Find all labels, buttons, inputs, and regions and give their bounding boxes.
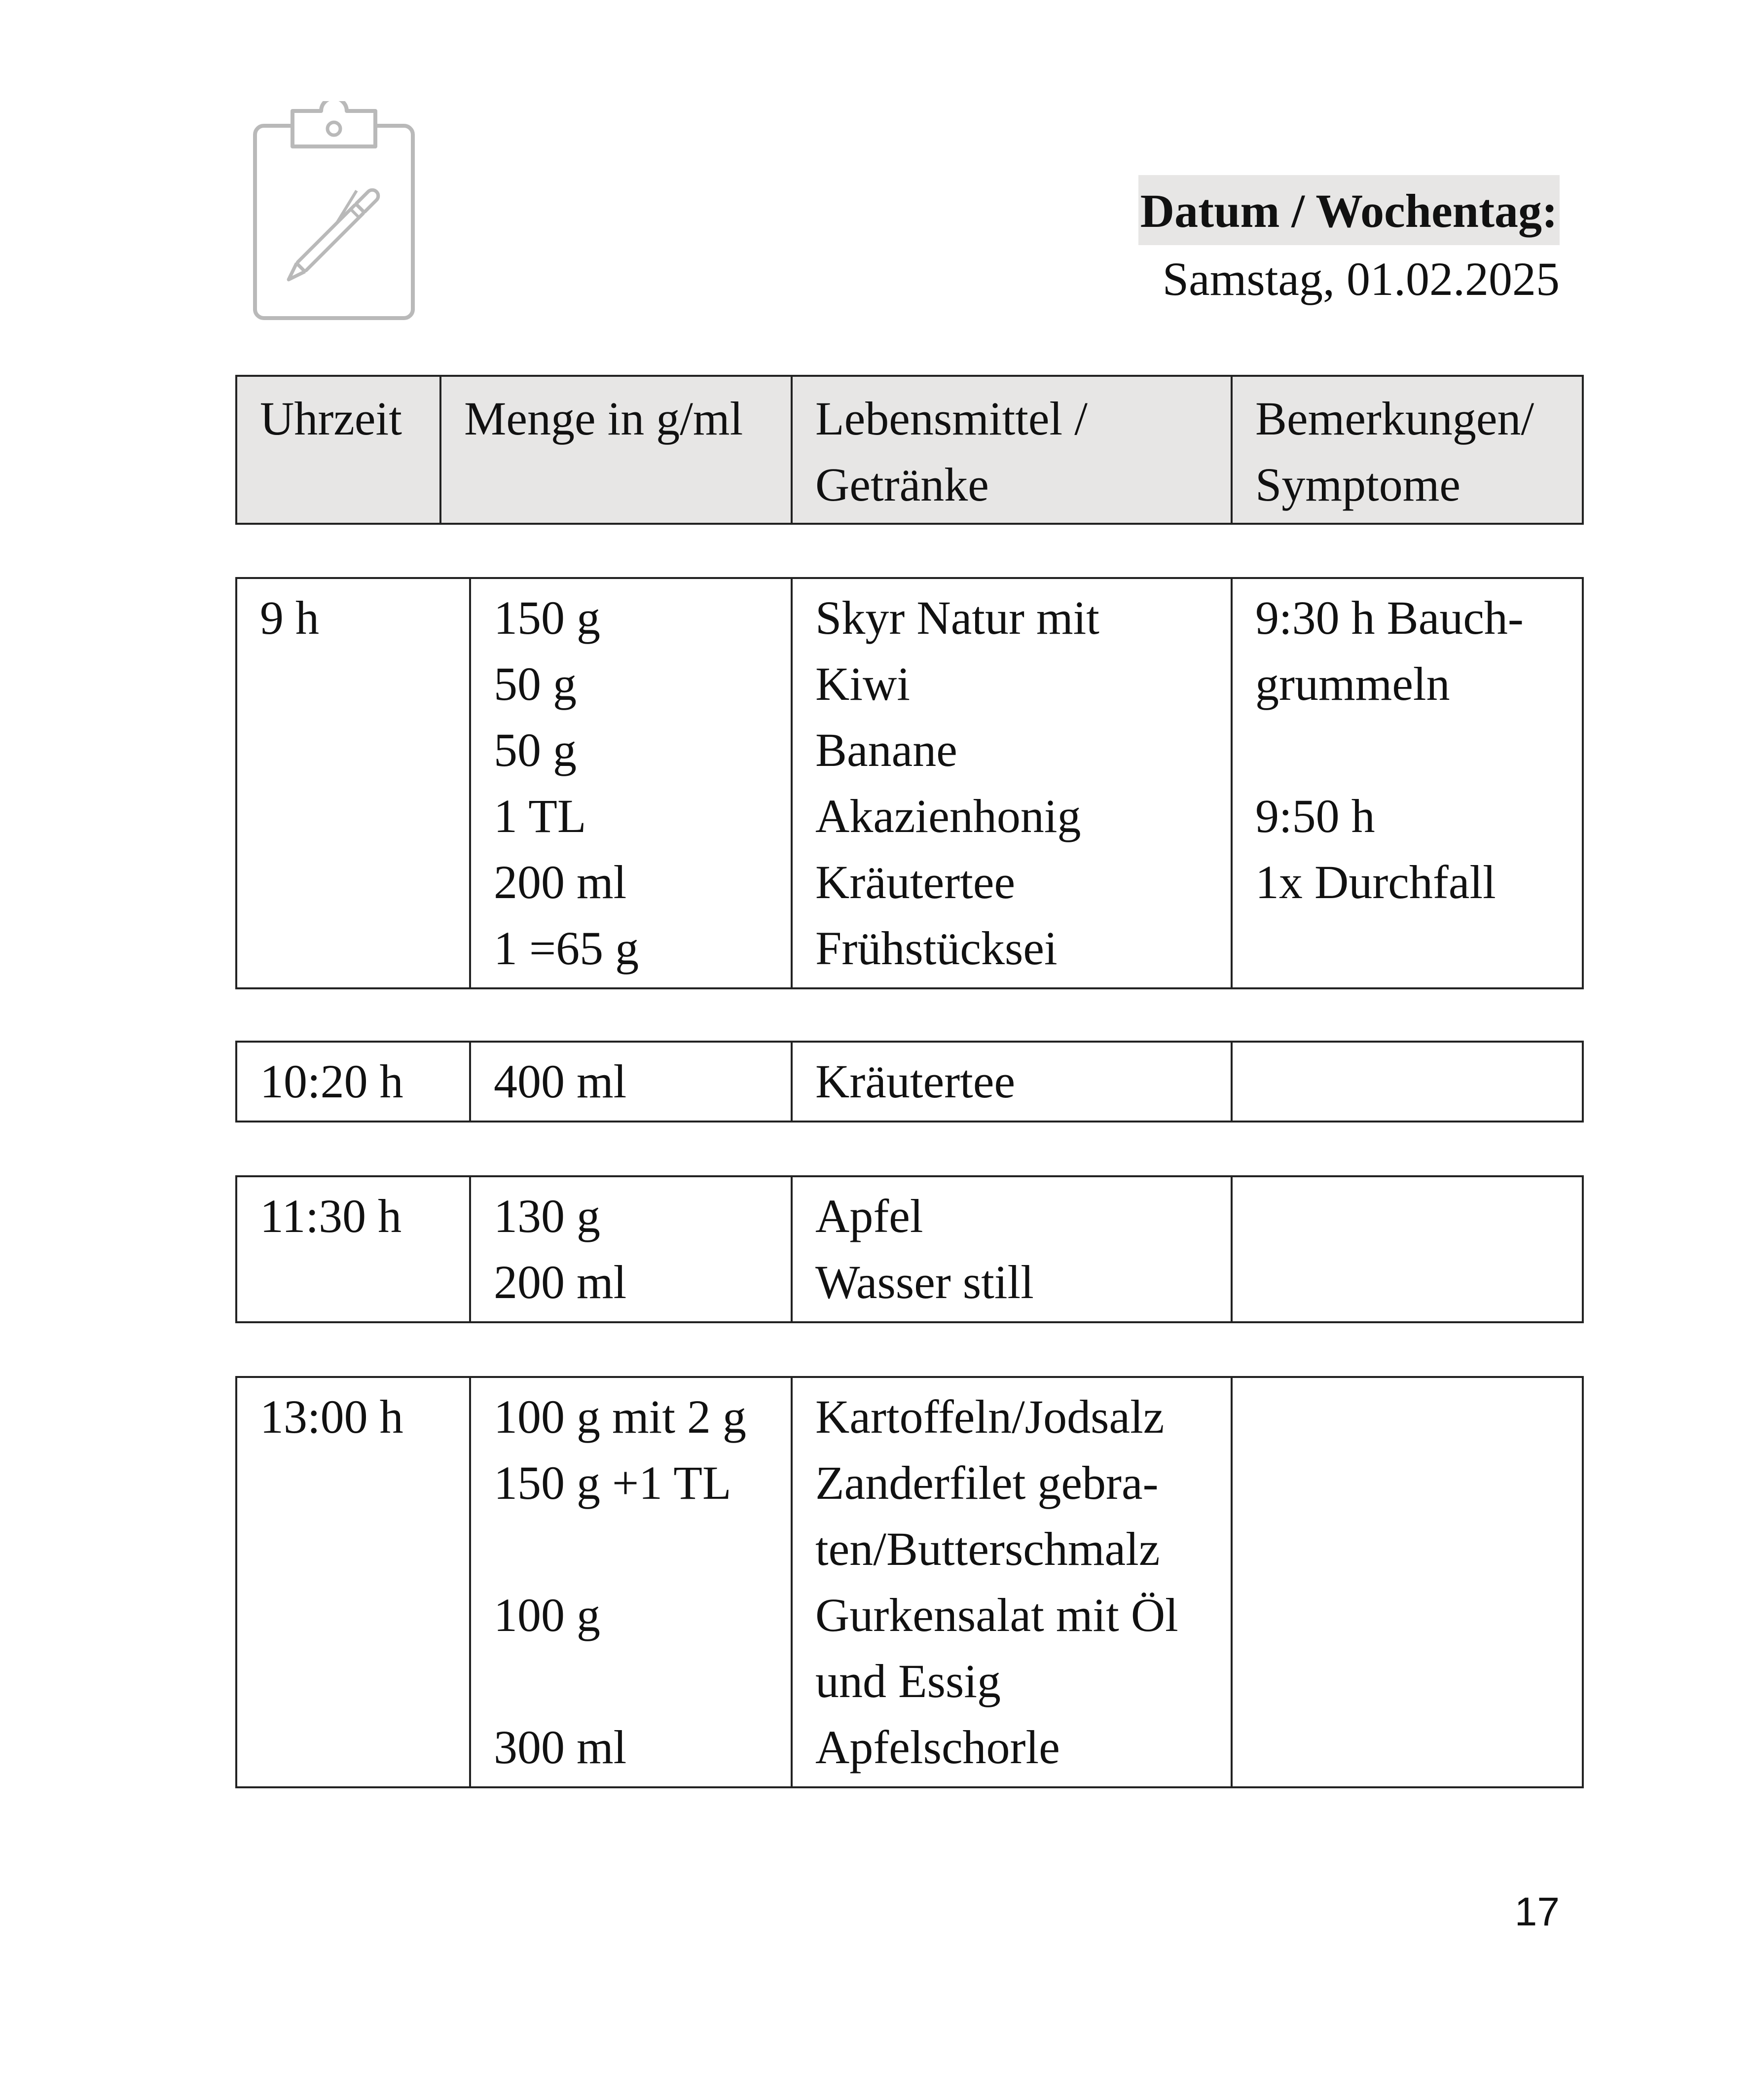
- amount-cell: 130 g 200 ml: [470, 1176, 792, 1322]
- amount-cell: 150 g 50 g 50 g 1 TL 200 ml 1 =65 g: [470, 578, 792, 988]
- amount-cell: 400 ml: [470, 1042, 792, 1122]
- notes-cell: 9:30 h Bauch- grummeln 9:50 h 1x Durchfall: [1232, 578, 1583, 988]
- header-time: Uhrzeit: [236, 376, 440, 524]
- food-cell: Kartoffeln/Jodsalz Zanderfilet gebra- ten/Butterschmalz Gurkensalat mit Öl und Essig Apfelschorle: [792, 1377, 1232, 1787]
- food-cell: Kräutertee: [792, 1042, 1232, 1122]
- date-block: [1138, 175, 1560, 311]
- header-row: [236, 376, 1583, 524]
- table-row: [236, 1042, 1583, 1122]
- table-row: [236, 578, 1583, 988]
- page-number: 17: [1514, 1889, 1560, 1934]
- amount-cell: 100 g mit 2 g 150 g +1 TL 100 g 300 ml: [470, 1377, 792, 1787]
- notes-cell: [1232, 1042, 1583, 1122]
- header-food: Lebensmittel / Getränke: [792, 376, 1232, 524]
- notes-cell: [1232, 1377, 1583, 1787]
- clipboard-pen-icon: [249, 101, 419, 323]
- header-amount: Menge in g/ml: [440, 376, 792, 524]
- header-table: [235, 375, 1584, 525]
- entry-table-2: [235, 1041, 1584, 1122]
- notes-cell: [1232, 1176, 1583, 1322]
- entry-table-1: [235, 577, 1584, 989]
- date-value: Samstag, 01.02.2025: [1162, 252, 1560, 305]
- food-cell: Apfel Wasser still: [792, 1176, 1232, 1322]
- entry-table-4: [235, 1376, 1584, 1788]
- time-cell: 13:00 h: [236, 1377, 470, 1787]
- header-notes: Bemerkungen/ Symptome: [1232, 376, 1583, 524]
- table-row: [236, 1377, 1583, 1787]
- time-cell: 11:30 h: [236, 1176, 470, 1322]
- food-cell: Skyr Natur mit Kiwi Banane Akazienhonig Kräutertee Frühstücksei: [792, 578, 1232, 988]
- time-cell: 9 h: [236, 578, 470, 988]
- table-row: [236, 1176, 1583, 1322]
- date-label: Datum / Wochentag:: [1138, 175, 1560, 245]
- entry-table-3: [235, 1175, 1584, 1323]
- time-cell: 10:20 h: [236, 1042, 470, 1122]
